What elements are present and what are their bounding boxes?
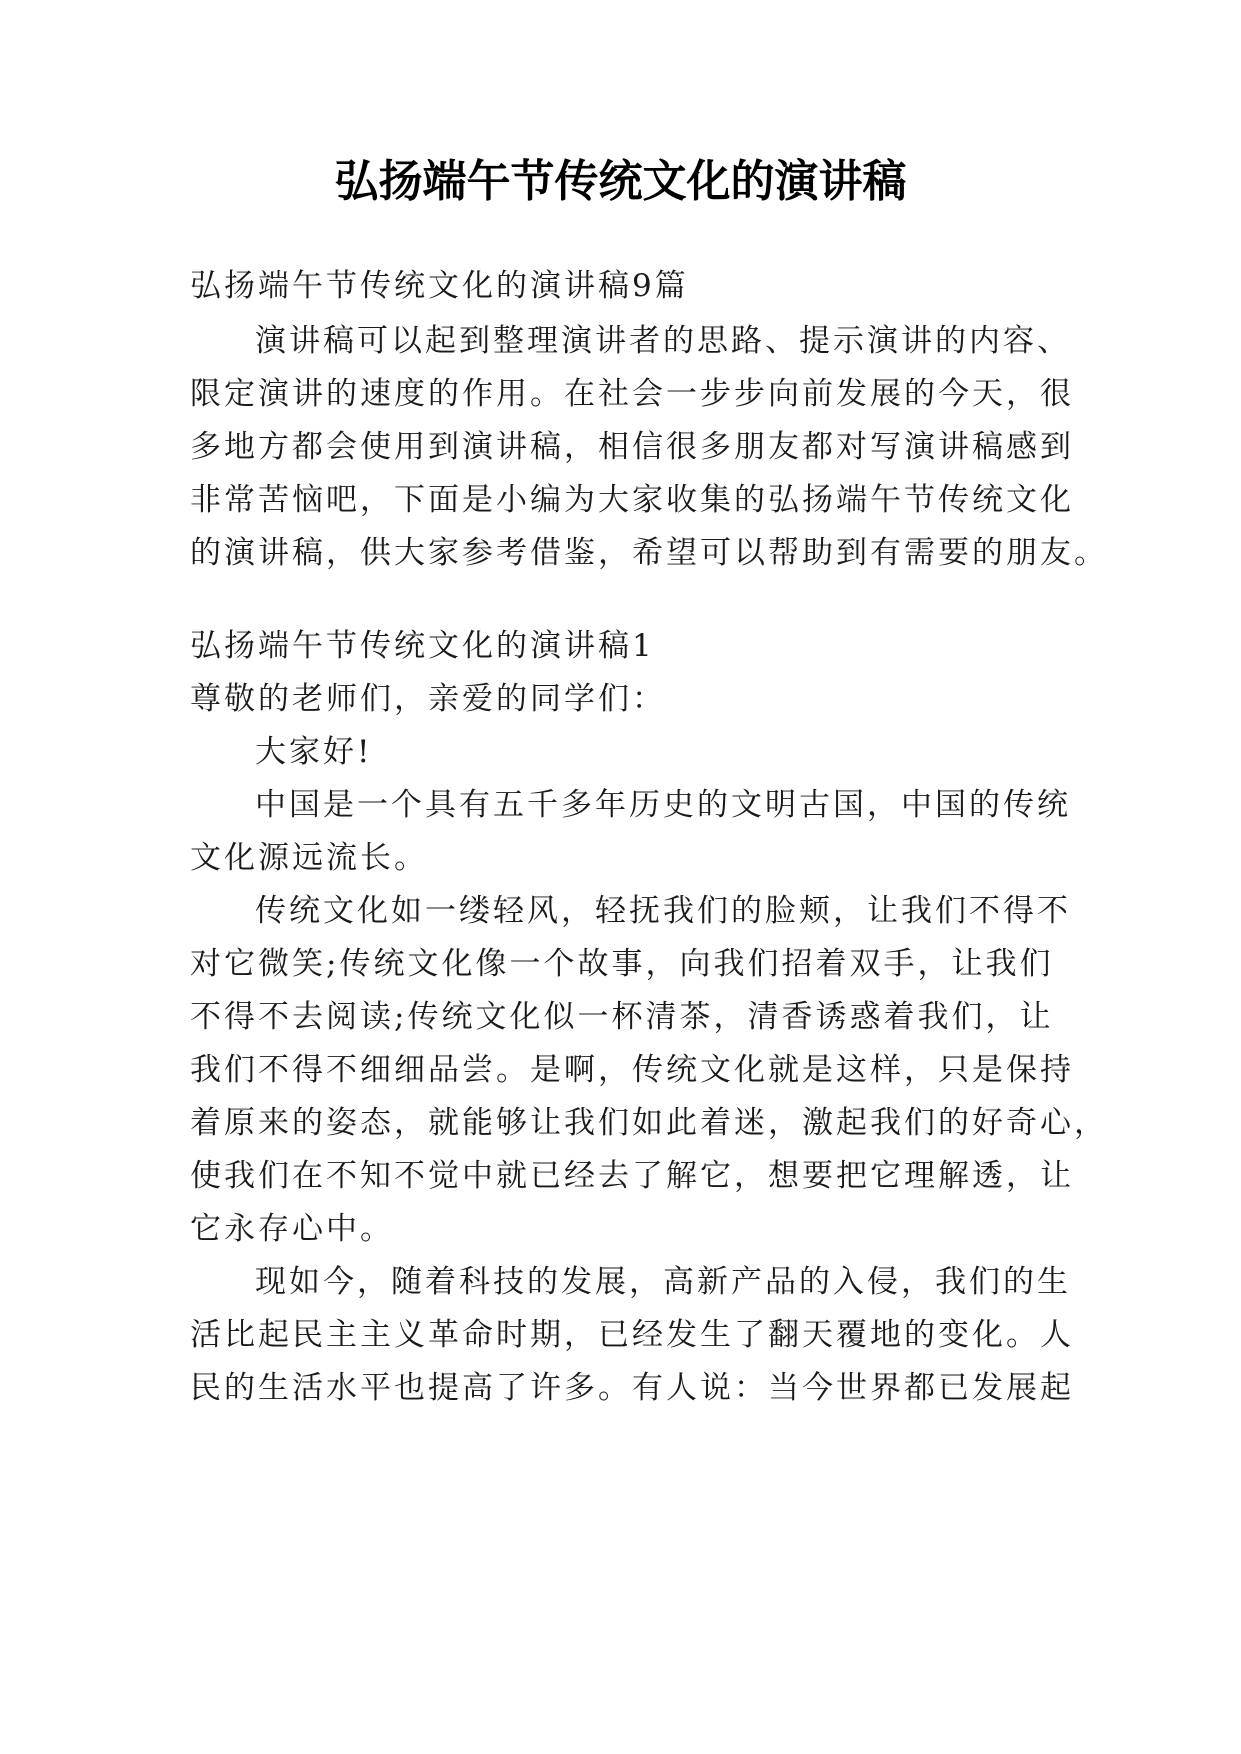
collection-heading: 弘扬端午节传统文化的演讲稿9篇 bbox=[190, 268, 689, 304]
body-line: 传统文化如一缕轻风，轻抚我们的脸颊，让我们不得不 bbox=[255, 893, 1071, 929]
body-line: 它永存心中。 bbox=[190, 1211, 394, 1247]
greeting: 大家好! bbox=[255, 734, 373, 770]
salutation: 尊敬的老师们，亲爱的同学们： bbox=[190, 681, 666, 717]
body-line: 不得不去阅读;传统文化似一杯清茶，清香诱惑着我们，让 bbox=[190, 999, 1054, 1035]
document-title: 弘扬端午节传统文化的演讲稿 bbox=[334, 156, 907, 207]
intro-line: 非常苦恼吧，下面是小编为大家收集的弘扬端午节传统文化 bbox=[190, 482, 1074, 518]
body-line: 着原来的姿态，就能够让我们如此着迷，激起我们的好奇心， bbox=[190, 1105, 1108, 1141]
body-line: 现如今，随着科技的发展，高新产品的入侵，我们的生 bbox=[255, 1264, 1071, 1300]
body-line: 活比起民主主义革命时期，已经发生了翻天覆地的变化。人 bbox=[190, 1317, 1074, 1353]
body-line: 文化源远流长。 bbox=[190, 840, 428, 876]
intro-line: 演讲稿可以起到整理演讲者的思路、提示演讲的内容、 bbox=[255, 323, 1071, 359]
intro-line: 限定演讲的速度的作用。在社会一步步向前发展的今天，很 bbox=[190, 376, 1074, 412]
intro-line: 多地方都会使用到演讲稿，相信很多朋友都对写演讲稿感到 bbox=[190, 429, 1074, 465]
body-line: 使我们在不知不觉中就已经去了解它，想要把它理解透，让 bbox=[190, 1158, 1074, 1194]
body-line: 民的生活水平也提高了许多。有人说：当今世界都已发展起 bbox=[190, 1370, 1074, 1406]
section-heading: 弘扬端午节传统文化的演讲稿1 bbox=[190, 628, 655, 664]
intro-line: 的演讲稿，供大家参考借鉴，希望可以帮助到有需要的朋友。 bbox=[190, 535, 1108, 571]
body-line: 对它微笑;传统文化像一个故事，向我们招着双手，让我们 bbox=[190, 946, 1054, 982]
body-line: 我们不得不细细品尝。是啊，传统文化就是这样，只是保持 bbox=[190, 1052, 1074, 1088]
body-line: 中国是一个具有五千多年历史的文明古国，中国的传统 bbox=[255, 787, 1071, 823]
